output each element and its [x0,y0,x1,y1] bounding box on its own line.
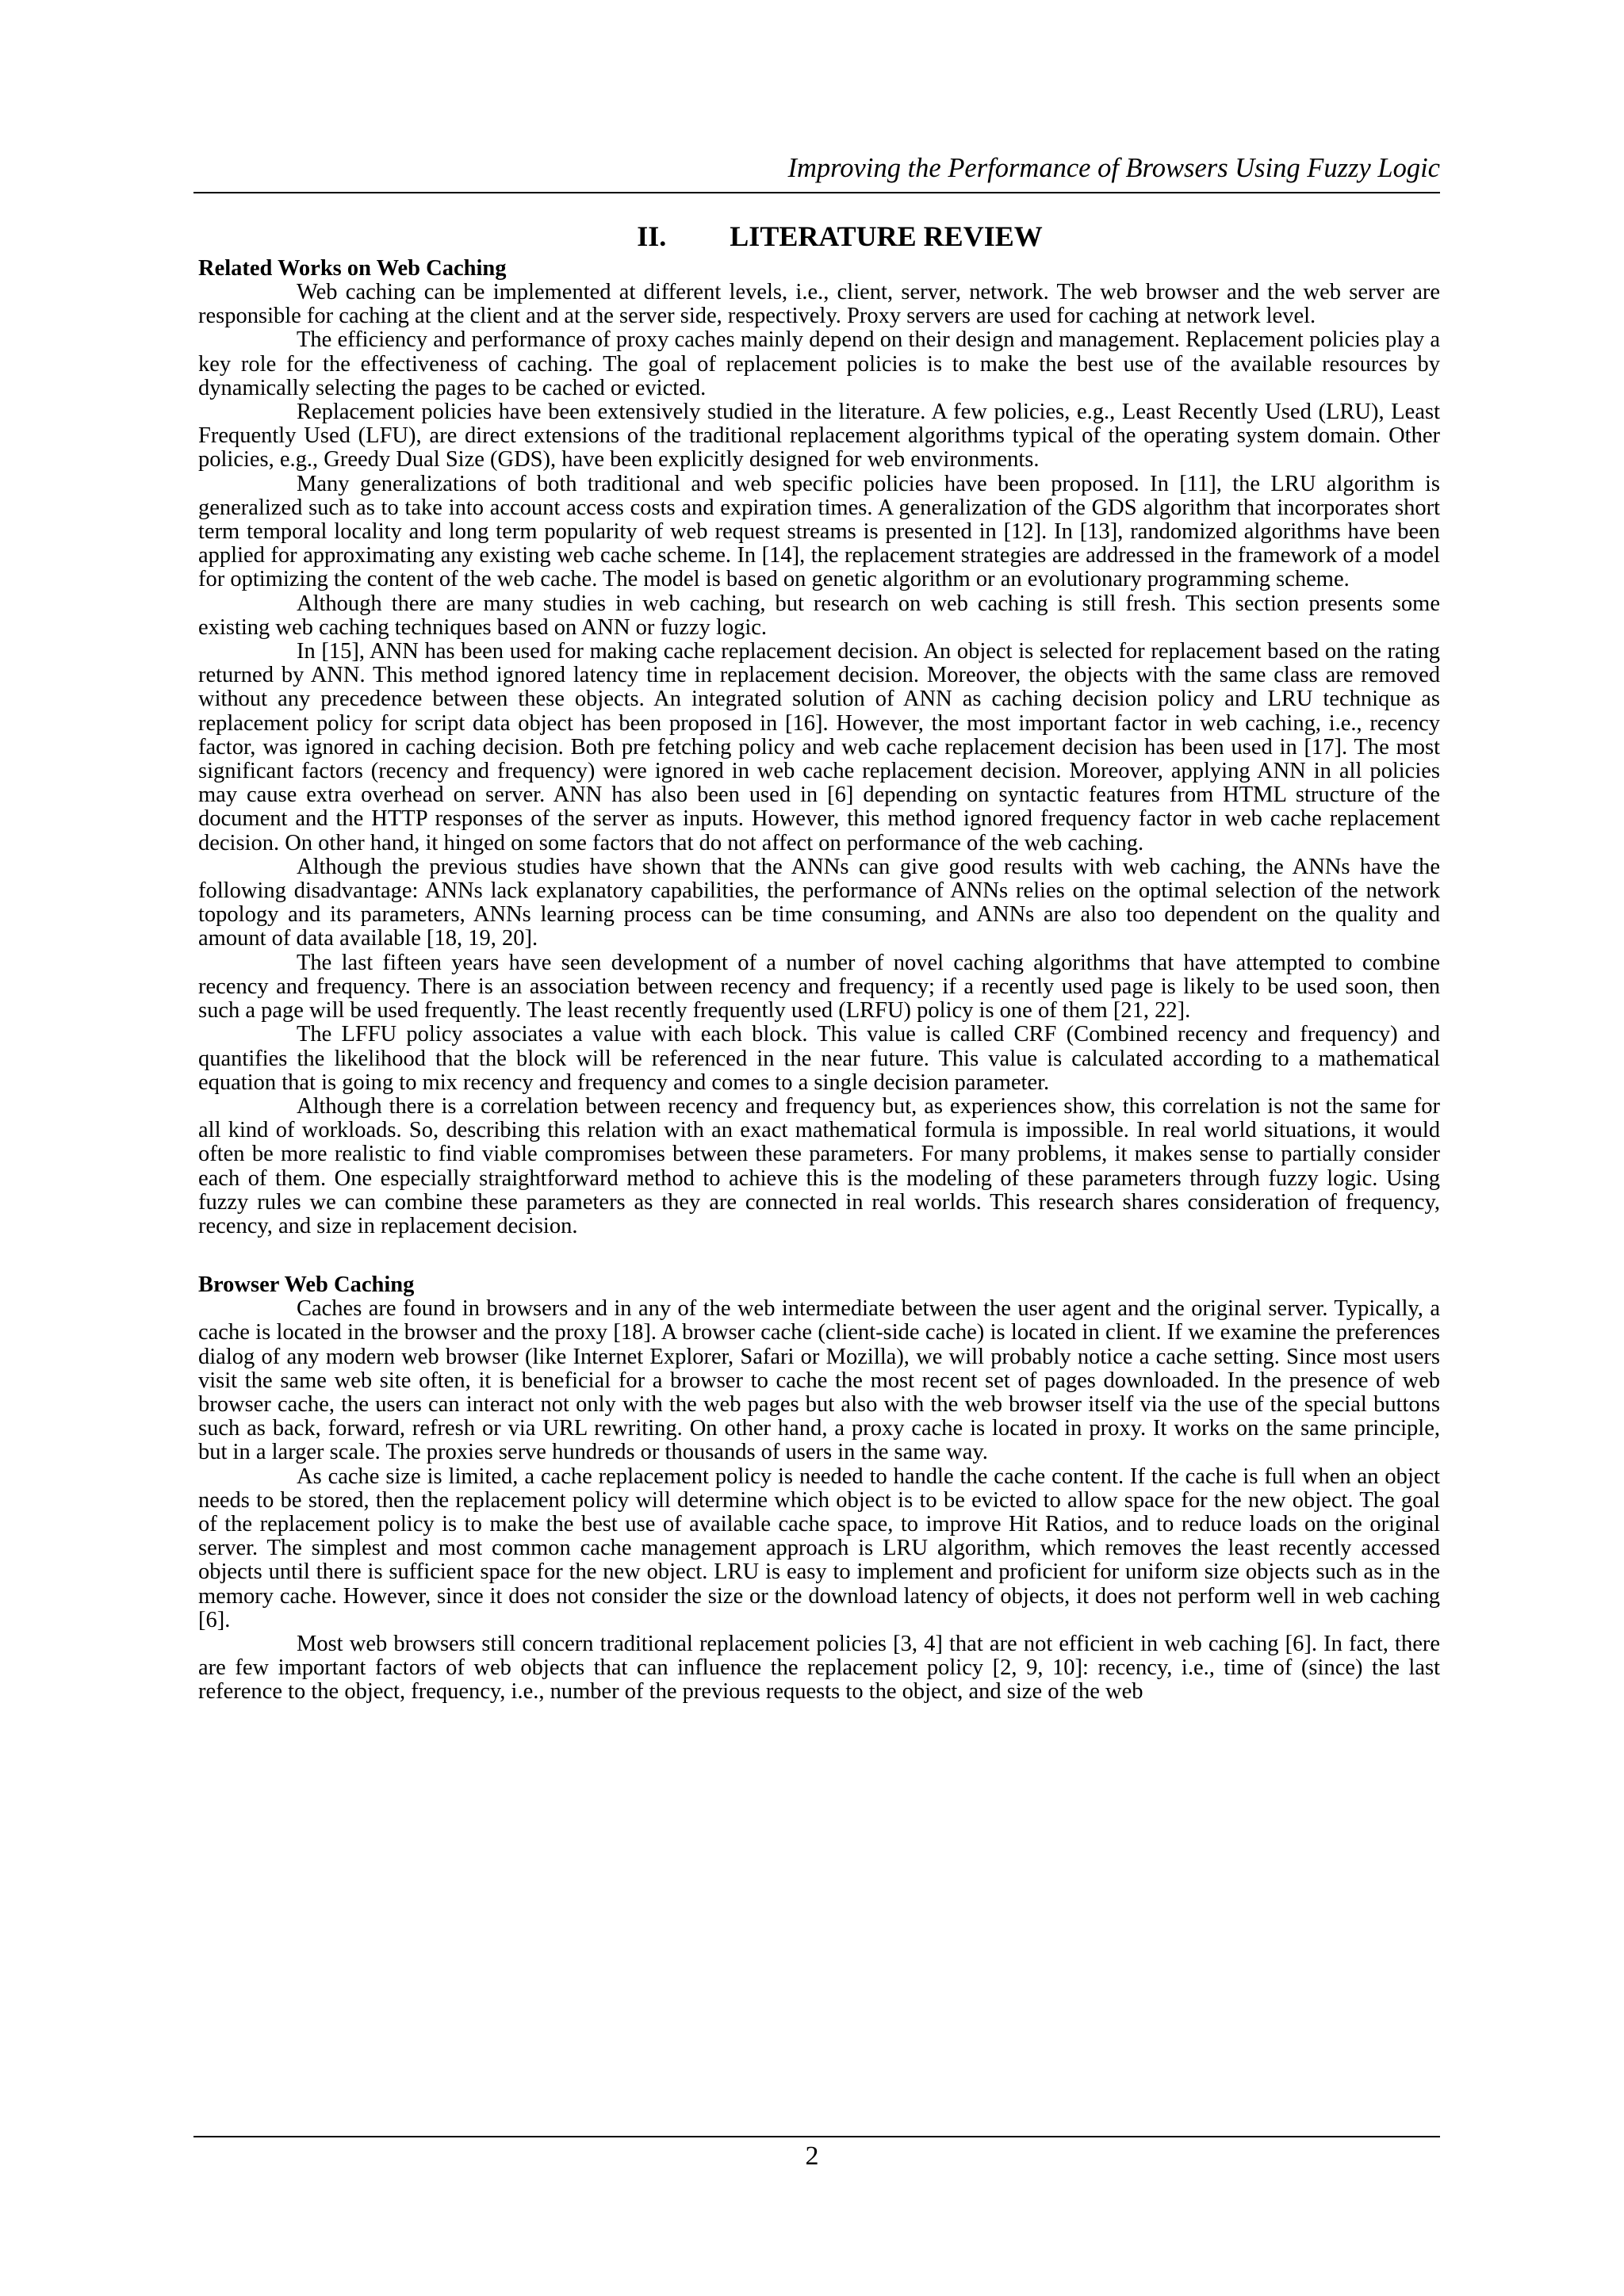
section-heading: LITERATURE REVIEW [730,220,1043,252]
paragraph: The last fifteen years have seen development of a number of novel caching algorithms that have attempted to combine recency and frequency. There is an association between recency and frequency; if a recently used page is likely to be used soon, then such a page will be used frequently. The least recently frequently used (LRFU) policy is one of them [21, 22]. [198,950,1440,1024]
paragraph: In [15], ANN has been used for making cache replacement decision. An object is selected for replacement based on the rating returned by ANN. This method ignored latency time in replacement decision. Moreover, the objects with the same class are removed without any precedence between these objects. An integrated solution of ANN as caching decision policy and LRU technique as replacement policy for script data object has been proposed in [16]. However, the most important factor in web caching, i.e., recency factor, was ignored in caching decision. Both pre fetching policy and web cache replacement decision has been used in [17]. The most significant factors (recency and frequency) were ignored in web cache replacement decision. Moreover, applying ANN in all policies may cause extra overhead on server. ANN has also been used in [6] depending on syntactic features from HTML structure of the document and the HTTP responses of the server as inputs. However, this method ignored frequency factor in web cache replacement decision. On other hand, it hinged on some factors that do not affect on performance of the web caching. [198,639,1440,855]
paragraph: The LFFU policy associates a value with each block. This value is called CRF (Combined recency and frequency) and quantifies the likelihood that the block will be referenced in the near future. This value is calculated according to a mathematical equation that is going to mix recency and frequency and comes to a single decision parameter. [198,1022,1440,1095]
footer-rule [193,2136,1440,2137]
paragraph: Many generalizations of both traditional and web specific policies have been proposed. In [11], the LRU algorithm is generalized such as to take into account access costs and expiration times. A generalization of the GDS algorithm that incorporates short term temporal locality and long term popularity of web request streams is presented in [12]. In [13], randomized algorithms have been applied for approximating any existing web cache scheme. In [14], the replacement strategies are addressed in the framework of a model for optimizing the content of the web cache. The model is based on genetic algorithm or an evolutionary programming scheme. [198,471,1440,592]
paragraph: Although there is a correlation between recency and frequency but, as experiences show, this correlation is not the same for all kind of workloads. So, describing this relation with an exact mathematical formula is impossible. In real world situations, it would often be more realistic to find viable compromises between these parameters. For many problems, it makes sense to partially consider each of them. One especially straightforward method to achieve this is the modeling of these parameters through fuzzy logic. Using fuzzy rules we can combine these parameters as they are connected in real worlds. This research shares consideration of frequency, recency, and size in replacement decision. [198,1093,1440,1238]
header-rule [193,192,1440,193]
paragraph: As cache size is limited, a cache replacement policy is needed to handle the cache content. If the cache is full when an object needs to be stored, then the replacement policy will determine which object is to be evicted to allow space for the new object. The goal of the replacement policy is to make the best use of available cache space, to improve Hit Ratios, and to reduce loads on the original server. The simplest and most common cache management approach is LRU algorithm, which removes the least recently accessed objects until there is sufficient space for the new object. LRU is easy to implement and proficient for uniform size objects such as in the memory cache. However, since it does not consider the size or the download latency of objects, it does not perform well in web caching [6]. [198,1464,1440,1632]
subsection-heading-browser-web-caching: Browser Web Caching [198,1272,415,1298]
paragraph: Most web browsers still concern traditional replacement policies [3, 4] that are not efficient in web caching [6]. In fact, there are few important factors of web objects that can influence the replacement policy [2, 9, 10]: recency, i.e., time of (since) the last reference to the object, frequency, i.e., number of the previous requests to the object, and size of the web [198,1631,1440,1705]
paragraph: Web caching can be implemented at different levels, i.e., client, server, network. The web browser and the web server are responsible for caching at the client and at the server side, respectively. Proxy servers are used for caching at network level. [198,280,1440,329]
paragraph: Although there are many studies in web caching, but research on web caching is still fresh. This section presents some existing web caching techniques based on ANN or fuzzy logic. [198,591,1440,640]
section-title [239,216,1440,257]
page-number: 2 [805,2141,819,2171]
paragraph: Replacement policies have been extensively studied in the literature. A few policies, e.g., Least Recently Used (LRU), Least Frequently Used (LFU), are direct extensions of the traditional replacement algorithms typical of the operating system domain. Other policies, e.g., Greedy Dual Size (GDS), have been explicitly designed for web environments. [198,400,1440,473]
section-number: II. [637,220,667,252]
subsection-heading-related-works: Related Works on Web Caching [198,256,507,281]
paragraph: The efficiency and performance of proxy caches mainly depend on their design and management. Replacement policies play a key role for the effectiveness of caching. The goal of replacement policies is to make the best use of the available resources by dynamically selecting the pages to be cached or evicted. [198,327,1440,400]
paragraph: Caches are found in browsers and in any of the web intermediate between the user agent and the original server. Typically, a cache is located in the browser and the proxy [18]. A browser cache (client-side cache) is located in client. If we examine the preferences dialog of any modern web browser (like Internet Explorer, Safari or Mozilla), we will probably notice a cache setting. Since most users visit the same web site often, it is beneficial for a browser to cache the most recent set of pages downloaded. In the presence of web browser cache, the users can interact not only with the web pages but also with the web browser itself via the use of the special buttons such as back, forward, refresh or via URL rewriting. On other hand, a proxy cache is located in proxy. It works on the same principle, but in a larger scale. The proxies serve hundreds or thousands of users in the same way. [198,1296,1440,1465]
running-header: Improving the Performance of Browsers Using Fuzzy Logic [787,153,1440,183]
page-body [198,216,1440,1705]
paragraph: Although the previous studies have shown that the ANNs can give good results with web caching, the ANNs have the following disadvantage: ANNs lack explanatory capabilities, the performance of ANNs relies on the optimal selection of the network topology and its parameters, ANNs learning process can be time consuming, and ANNs are also too dependent on the quality and amount of data available [18, 19, 20]. [198,854,1440,951]
